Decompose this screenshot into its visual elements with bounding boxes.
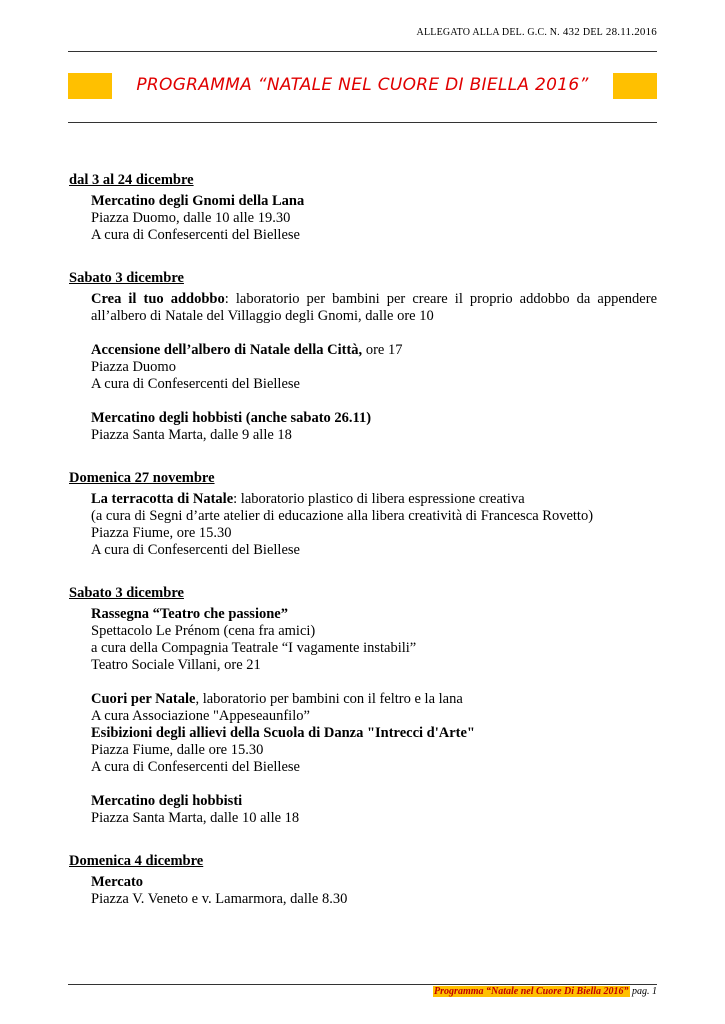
program-day [69, 853, 657, 908]
day-heading: Domenica 4 dicembre [69, 853, 204, 869]
event-detail: A cura di Confesercenti del Biellese [91, 376, 300, 392]
reference-date-prefix: DEL [582, 27, 603, 38]
event-entry [91, 874, 657, 908]
page-title: PROGRAMMA “NATALE NEL CUORE DI BIELLA 2016” [136, 75, 589, 95]
event-title: Mercatino degli hobbisti (anche sabato 26.11) [91, 410, 372, 426]
event-detail: (a cura di Segni d’arte atelier di educazione alla libera creatività di Francesca Rovetto) [91, 508, 594, 524]
top-divider [68, 51, 657, 52]
event-detail: A cura Associazione "Appeseaunfilo” [91, 708, 310, 724]
day-heading: Sabato 3 dicembre [69, 585, 184, 601]
day-heading: Sabato 3 dicembre [69, 270, 184, 286]
event-detail: Teatro Sociale Villani, ore 21 [91, 657, 261, 673]
reference-number: 432 [562, 26, 580, 38]
event-title: La terracotta di Natale [91, 491, 234, 507]
program-day [69, 270, 657, 444]
event-description: : laboratorio per bambini per creare il proprio addobbo da appendere all’albero di Natale del Villaggio degli Gnomi, dalle ore 10 [91, 291, 658, 324]
page-number: pag. 1 [632, 986, 657, 997]
event-detail: Piazza Fiume, dalle ore 15.30 [91, 742, 264, 758]
program-day [69, 172, 657, 244]
title-divider [68, 122, 657, 123]
footer-title: Programma “Natale nel Cuore Di Biella 2016” [434, 986, 629, 997]
event-time: ore 17 [362, 342, 403, 358]
event-detail: Piazza Santa Marta, dalle 9 alle 18 [91, 427, 292, 443]
program-day [69, 585, 657, 827]
event-title: Accensione dell’albero di Natale della Città, [91, 342, 363, 358]
program-content [69, 172, 657, 934]
event-detail: A cura di Confesercenti del Biellese [91, 227, 300, 243]
event-detail: a cura della Compagnia Teatrale “I vagamente instabili” [91, 640, 417, 656]
event-detail: Spettacolo Le Prénom (cena fra amici) [91, 623, 316, 639]
event-title: Esibizioni degli allievi della Scuola di Danza "Intrecci d'Arte" [91, 725, 475, 741]
title-accent-left [68, 73, 112, 99]
event-description: : laboratorio plastico di libera espressione creativa [233, 491, 525, 507]
event-entry [91, 606, 657, 674]
title-accent-right [613, 73, 657, 99]
event-detail: Piazza Duomo [91, 359, 176, 375]
footer-divider [68, 984, 657, 985]
reference-date: 28.11.2016 [605, 26, 657, 38]
event-title: Crea il tuo addobbo [91, 291, 225, 307]
event-entry [91, 291, 657, 325]
day-heading: Domenica 27 novembre [69, 470, 215, 486]
event-detail: A cura di Confesercenti del Biellese [91, 759, 300, 775]
event-detail: Piazza Duomo, dalle 10 alle 19.30 [91, 210, 291, 226]
event-title: Rassegna “Teatro che passione” [91, 606, 288, 622]
reference-prefix: ALLEGATO ALLA DEL. G.C. N. [416, 27, 560, 38]
event-detail: A cura di Confesercenti del Biellese [91, 542, 300, 558]
event-entry [91, 342, 657, 393]
event-title: Cuori per Natale [91, 691, 196, 707]
event-detail: Piazza V. Veneto e v. Lamarmora, dalle 8.30 [91, 891, 348, 907]
program-day [69, 470, 657, 559]
day-heading: dal 3 al 24 dicembre [69, 172, 194, 188]
event-entry [91, 691, 657, 776]
event-description: , laboratorio per bambini con il feltro e la lana [195, 691, 463, 707]
title-banner [68, 73, 657, 99]
page-footer [433, 986, 657, 997]
document-reference [417, 26, 657, 38]
event-entry [91, 193, 657, 244]
event-entry [91, 491, 657, 559]
event-title: Mercatino degli Gnomi della Lana [91, 193, 305, 209]
event-detail: Piazza Santa Marta, dalle 10 alle 18 [91, 810, 300, 826]
event-title: Mercato [91, 874, 144, 890]
event-entry [91, 793, 657, 827]
event-detail: Piazza Fiume, ore 15.30 [91, 525, 232, 541]
event-title: Mercatino degli hobbisti [91, 793, 243, 809]
event-entry [91, 410, 657, 444]
